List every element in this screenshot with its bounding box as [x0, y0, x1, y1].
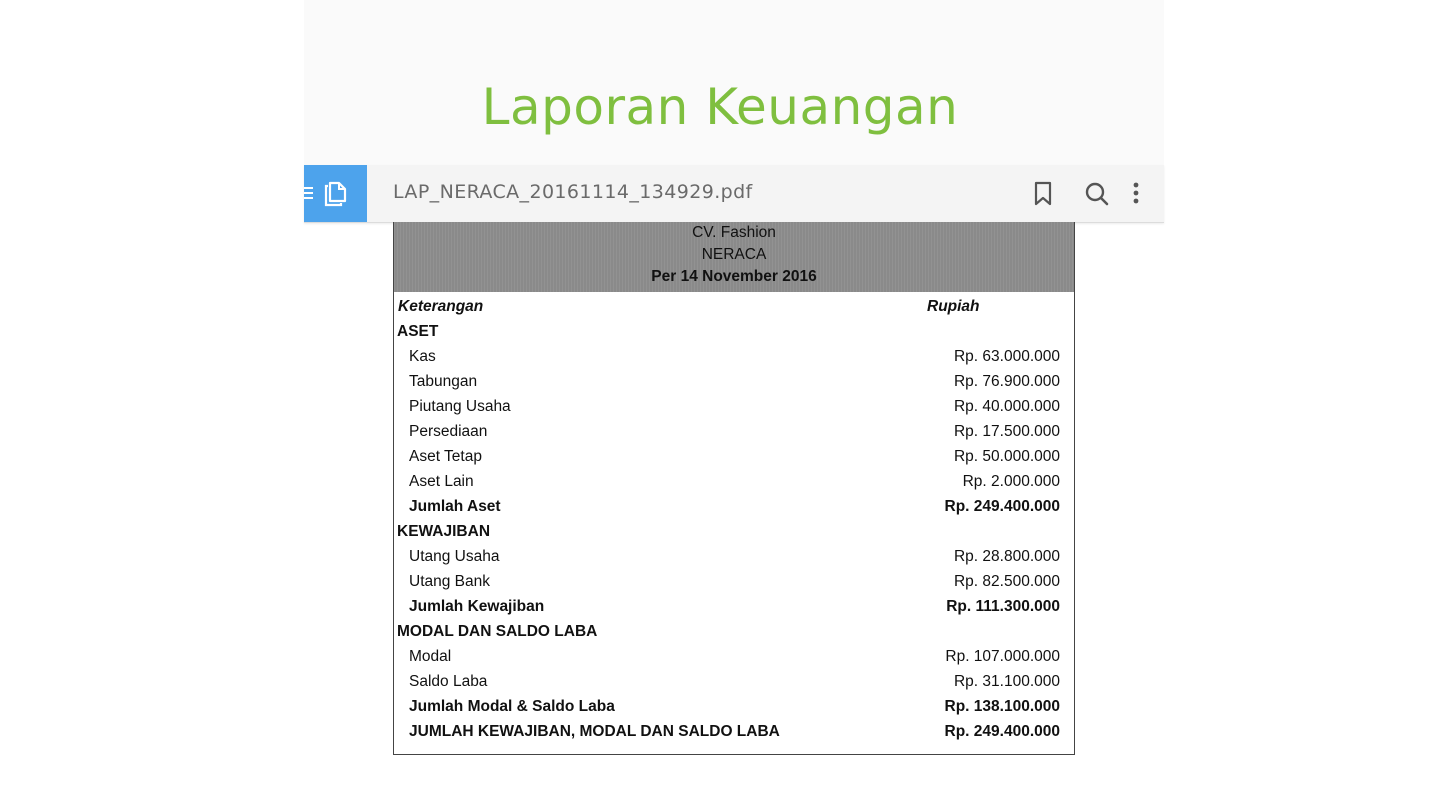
section-row: [394, 320, 1074, 345]
row-label: Kas: [409, 348, 436, 365]
documents-icon[interactable]: [324, 181, 348, 207]
menu-icon[interactable]: [304, 186, 313, 200]
bookmark-icon[interactable]: [1033, 181, 1053, 207]
table-row: [394, 445, 1074, 470]
row-label: Tabungan: [409, 373, 478, 390]
row-label: Aset Lain: [409, 473, 474, 490]
table-row: [394, 670, 1074, 695]
report-header: [394, 222, 1074, 292]
table-row: [394, 470, 1074, 495]
row-label: MODAL DAN SALDO LABA: [397, 623, 598, 640]
row-amount: Rp. 63.000.000: [953, 348, 1060, 365]
row-label: Persediaan: [409, 423, 488, 440]
row-label: Utang Bank: [409, 573, 490, 590]
row-amount: Rp. 107.000.000: [945, 648, 1060, 665]
total-row: [394, 595, 1074, 620]
total-row: [394, 695, 1074, 720]
row-label: JUMLAH KEWAJIBAN, MODAL DAN SALDO LABA: [409, 723, 780, 740]
more-vert-icon[interactable]: [1132, 181, 1140, 207]
row-label: Jumlah Aset: [409, 498, 501, 515]
row-label: Aset Tetap: [409, 448, 482, 465]
row-amount: Rp. 249.400.000: [944, 498, 1060, 515]
table-row: [394, 370, 1074, 395]
row-label: Jumlah Kewajiban: [409, 598, 545, 615]
row-label: KEWAJIBAN: [397, 523, 491, 540]
table-row: [394, 545, 1074, 570]
row-amount: Rp. 76.900.000: [953, 373, 1060, 390]
row-amount: Rp. 138.100.000: [944, 698, 1060, 715]
row-label: Modal: [409, 648, 452, 665]
row-label: Saldo Laba: [409, 673, 488, 690]
report-title: NERACA: [701, 246, 767, 263]
report-date: Per 14 November 2016: [651, 268, 817, 285]
company-name: CV. Fashion: [692, 224, 776, 241]
file-name: LAP_NERACA_20161114_134929.pdf: [393, 181, 753, 203]
row-amount: Rp. 2.000.000: [962, 473, 1060, 490]
row-amount: Rp. 17.500.000: [953, 423, 1060, 440]
table-row: [394, 420, 1074, 445]
table-row: [394, 645, 1074, 670]
row-amount: Rp. 28.800.000: [953, 548, 1060, 565]
row-label: ASET: [397, 323, 439, 340]
column-header-rupiah: Rupiah: [927, 298, 980, 315]
total-row: [394, 720, 1074, 745]
table-row: [394, 395, 1074, 420]
column-header-keterangan: Keterangan: [398, 298, 484, 315]
search-icon[interactable]: [1084, 181, 1110, 207]
section-row: [394, 620, 1074, 645]
total-row: [394, 495, 1074, 520]
viewer-toolbar: [304, 165, 1164, 223]
row-amount: Rp. 249.400.000: [944, 723, 1060, 740]
pdf-viewer: [304, 165, 1164, 790]
table-row: [394, 345, 1074, 370]
column-header-row: [394, 295, 1074, 320]
row-label: Piutang Usaha: [409, 398, 511, 415]
row-amount: Rp. 82.500.000: [953, 573, 1060, 590]
pdf-page: [393, 222, 1075, 755]
row-label: Jumlah Modal & Saldo Laba: [409, 698, 615, 715]
nav-drawer-button[interactable]: [304, 165, 367, 222]
row-label: Utang Usaha: [409, 548, 500, 565]
section-row: [394, 520, 1074, 545]
row-amount: Rp. 31.100.000: [953, 673, 1060, 690]
slide-title: Laporan Keuangan: [481, 78, 959, 136]
row-amount: Rp. 40.000.000: [953, 398, 1060, 415]
row-amount: Rp. 111.300.000: [946, 598, 1060, 615]
table-row: [394, 570, 1074, 595]
row-amount: Rp. 50.000.000: [953, 448, 1060, 465]
